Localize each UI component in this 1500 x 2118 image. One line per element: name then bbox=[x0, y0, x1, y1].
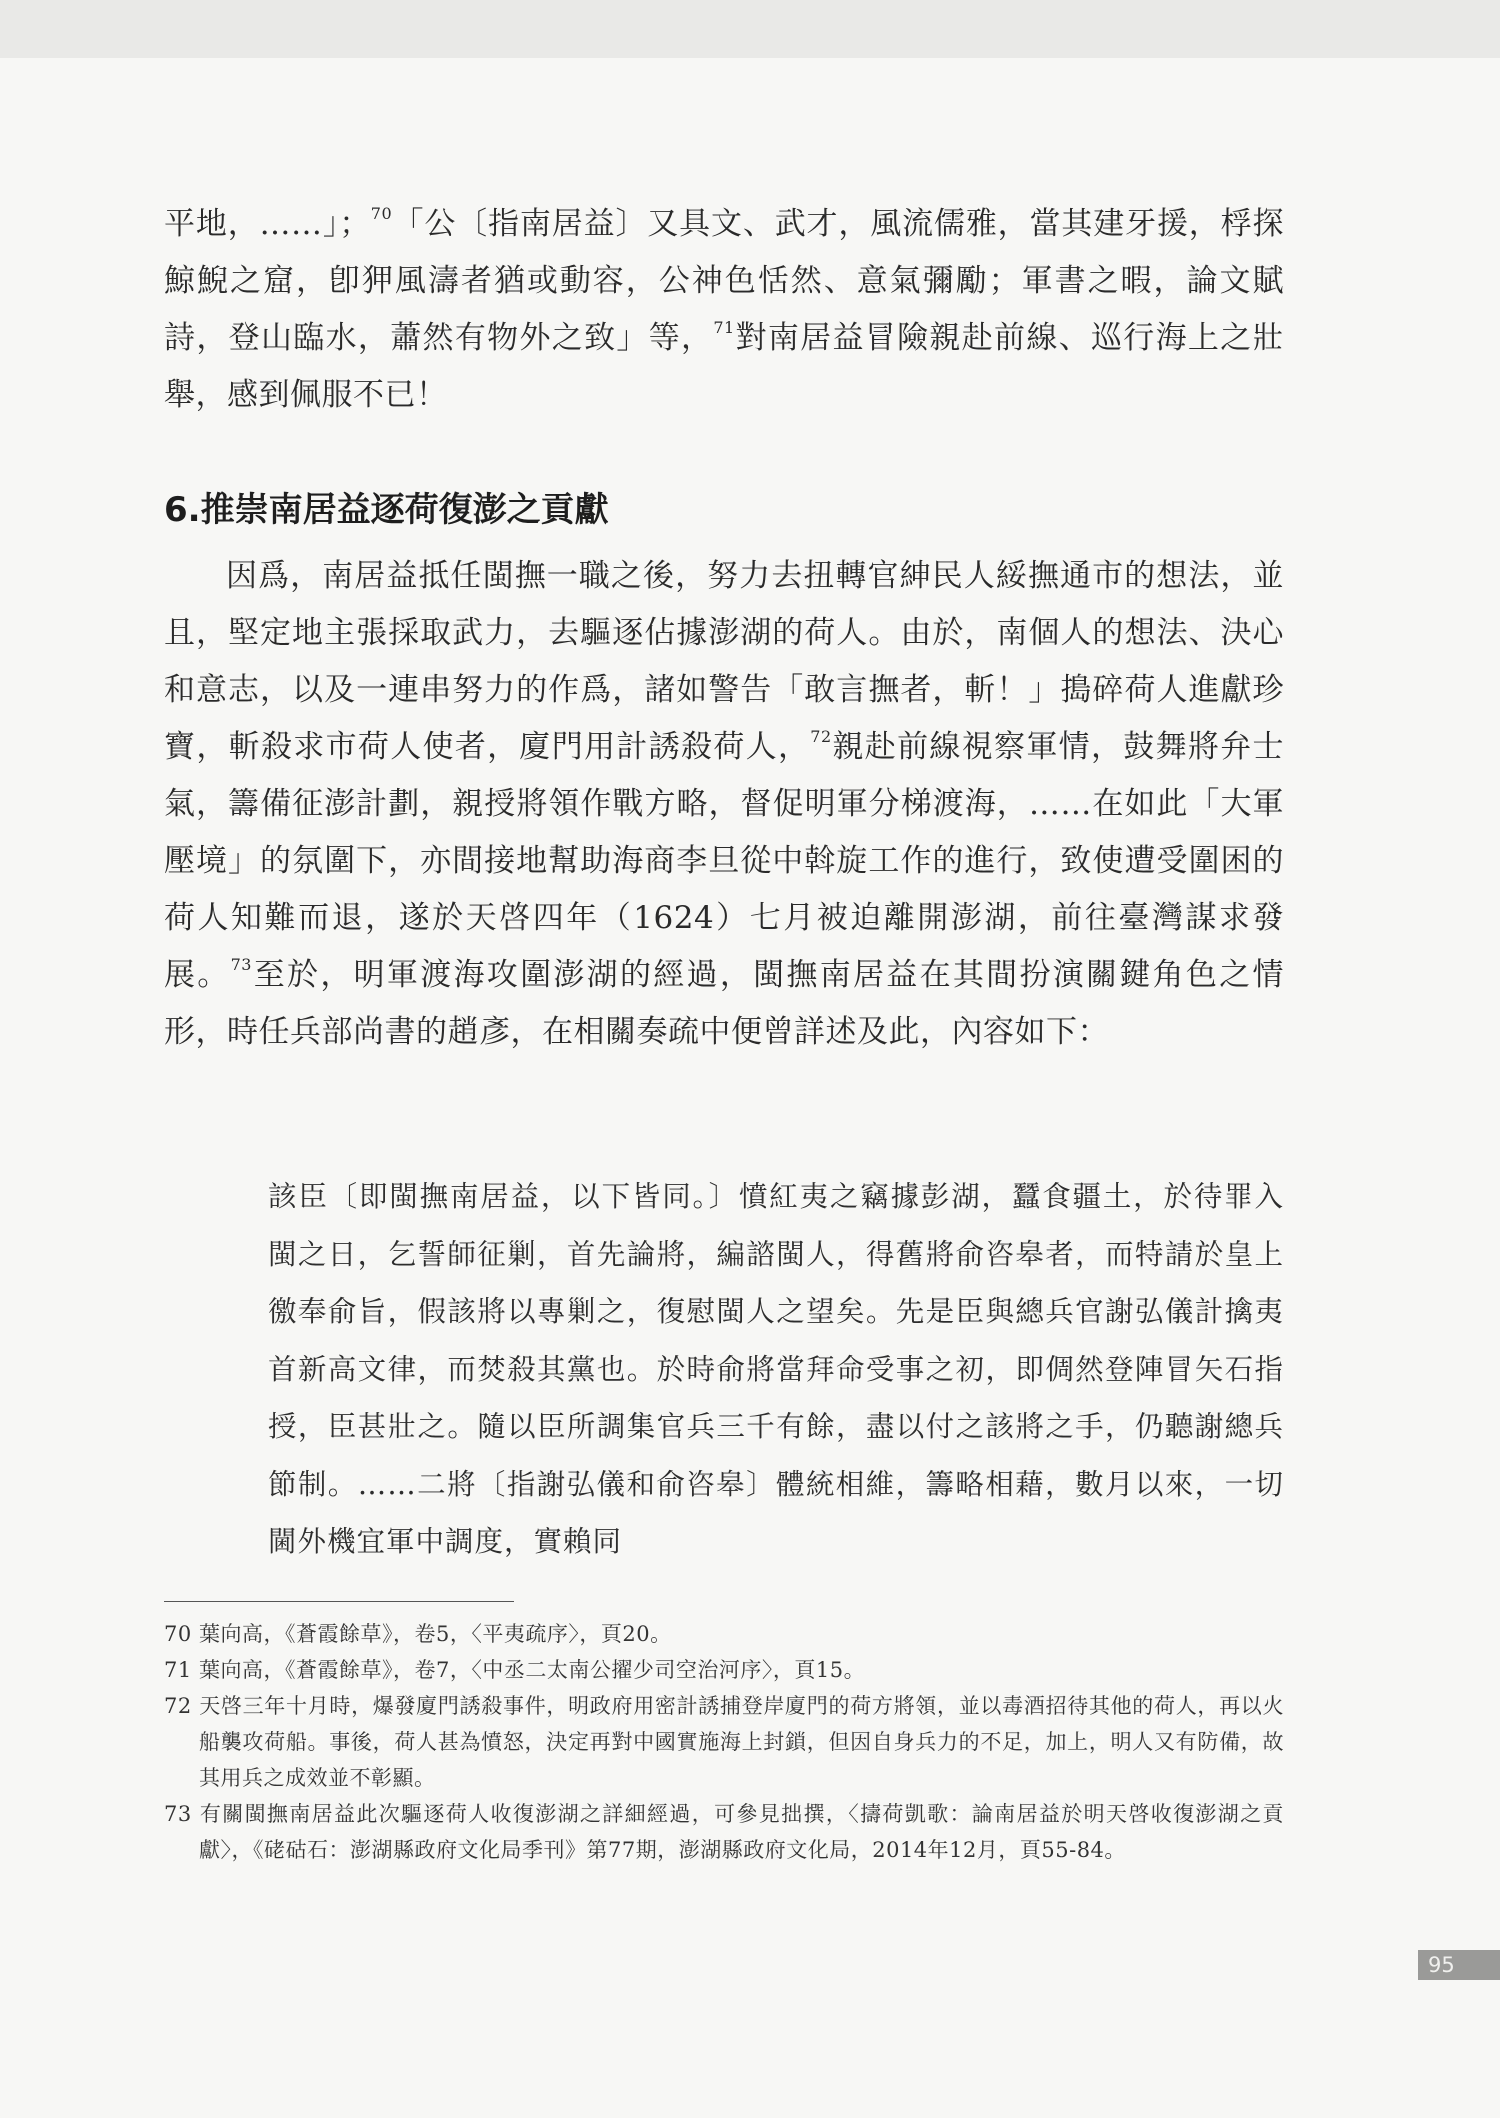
footnote-73 bbox=[164, 1796, 1284, 1868]
text-segment: 親赴前線視察軍情，鼓舞將弁士氣，籌備征澎計劃，親授將領作戰方略，督促明軍分梯渡海，……在如此「大軍壓境」的氛圍下，亦間接地幫助海商李旦從中斡旋工作的進行，致使遭受圍困的荷人知難而退，遂於天啓四年（1624）七月被迫離開澎湖，前往臺灣謀求發展。 bbox=[164, 729, 1285, 993]
text-segment: 「公〔指南居益〕又具文、武才，風流儒雅，當其建牙援，桴探鯨鯢之窟，卽狎風濤者猶或動容，公神色恬然、意氣彌勵；軍書之暇，論文賦詩，登山臨水，蕭然有物外之致」等， bbox=[164, 206, 1284, 356]
block-quote: 該臣〔即閩撫南居益，以下皆同。〕憤紅夷之竊據彭湖，蠶食疆土，於待罪入閩之日，乞誓師征剿，首先論將，編諮閩人，得舊將俞咨皋者，而特請於皇上徼奉俞旨，假該將以專剿之，復慰閩人之望矣。先是臣與總兵官謝弘儀計擒夷首新高文律，而焚殺其黨也。於時俞將當拜命受事之初，即倜然登陣冒矢石指授，臣甚壯之。隨以臣所調集官兵三千有餘，盡以付之該將之手，仍聽謝總兵節制。……二將〔指謝弘儀和俞咨皋〕體統相維，籌略相藉，數月以來，一切閫外機宜軍中調度，實賴同 bbox=[268, 1180, 1284, 1558]
body-paragraph-2 bbox=[164, 548, 1284, 1061]
page-number: 95 bbox=[1418, 1950, 1500, 1980]
footnote-ref-72[interactable]: 72 bbox=[810, 726, 832, 746]
footnote-number: 73 bbox=[164, 1802, 192, 1826]
body-paragraph-1 bbox=[164, 196, 1284, 424]
footnote-divider bbox=[164, 1601, 514, 1602]
footnote-ref-70[interactable]: 70 bbox=[370, 203, 393, 223]
footnote-number: 71 bbox=[164, 1658, 192, 1682]
footnote-ref-73[interactable]: 73 bbox=[230, 954, 252, 974]
footnotes bbox=[164, 1616, 1284, 1868]
text-segment: 平地，……」； bbox=[164, 206, 371, 242]
footnote-number: 72 bbox=[164, 1694, 192, 1718]
text-segment: 因爲，南居益抵任閩撫一職之後，努力去扭轉官紳民人綏撫通市的想法，並且，堅定地主張採取武力，去驅逐佔據澎湖的荷人。由於，南個人的想法、決心和意志，以及一連串努力的作爲，諸如警告「敢言撫者，斬！」搗碎荷人進獻珍寶，斬殺求市荷人使者，廈門用計誘殺荷人， bbox=[164, 558, 1284, 765]
footnote-text: 有關閩撫南居益此次驅逐荷人收復澎湖之詳細經過，可參見拙撰，〈擣荷凱歌：論南居益於明天啓收復澎湖之貢獻〉，《硓𥑮石：澎湖縣政府文化局季刊》第77期，澎湖縣政府文化局，2014年12月，頁55-84。 bbox=[199, 1802, 1284, 1862]
footnote-71 bbox=[164, 1652, 1284, 1688]
footnote-text: 葉向高，《蒼霞餘草》，卷5，〈平夷疏序〉，頁20。 bbox=[199, 1622, 672, 1646]
text-segment: 對南居益冒險親赴前線、巡行海上之壯舉，感到佩服不已！ bbox=[164, 320, 1285, 413]
footnote-text: 天啓三年十月時，爆發廈門誘殺事件，明政府用密計誘捕登岸廈門的荷方將領，並以毒酒招待其他的荷人，再以火船襲攻荷船。事後，荷人甚為憤怒，決定再對中國實施海上封鎖，但因自身兵力的不足，加上，明人又有防備，故其用兵之成效並不彰顯。 bbox=[199, 1694, 1284, 1790]
footnote-text: 葉向高，《蒼霞餘草》，卷7，〈中丞二太南公擢少司空治河序〉，頁15。 bbox=[199, 1658, 866, 1682]
section-heading: 6.推崇南居益逐荷復澎之貢獻 bbox=[164, 490, 609, 530]
footnote-72 bbox=[164, 1688, 1284, 1796]
footnote-ref-71[interactable]: 71 bbox=[713, 317, 735, 337]
footnote-number: 70 bbox=[164, 1622, 192, 1646]
text-segment: 至於，明軍渡海攻圍澎湖的經過，閩撫南居益在其間扮演關鍵角色之情形，時任兵部尚書的趙彥，在相關奏疏中便曾詳述及此，內容如下： bbox=[164, 957, 1285, 1050]
footnote-70 bbox=[164, 1616, 1284, 1652]
